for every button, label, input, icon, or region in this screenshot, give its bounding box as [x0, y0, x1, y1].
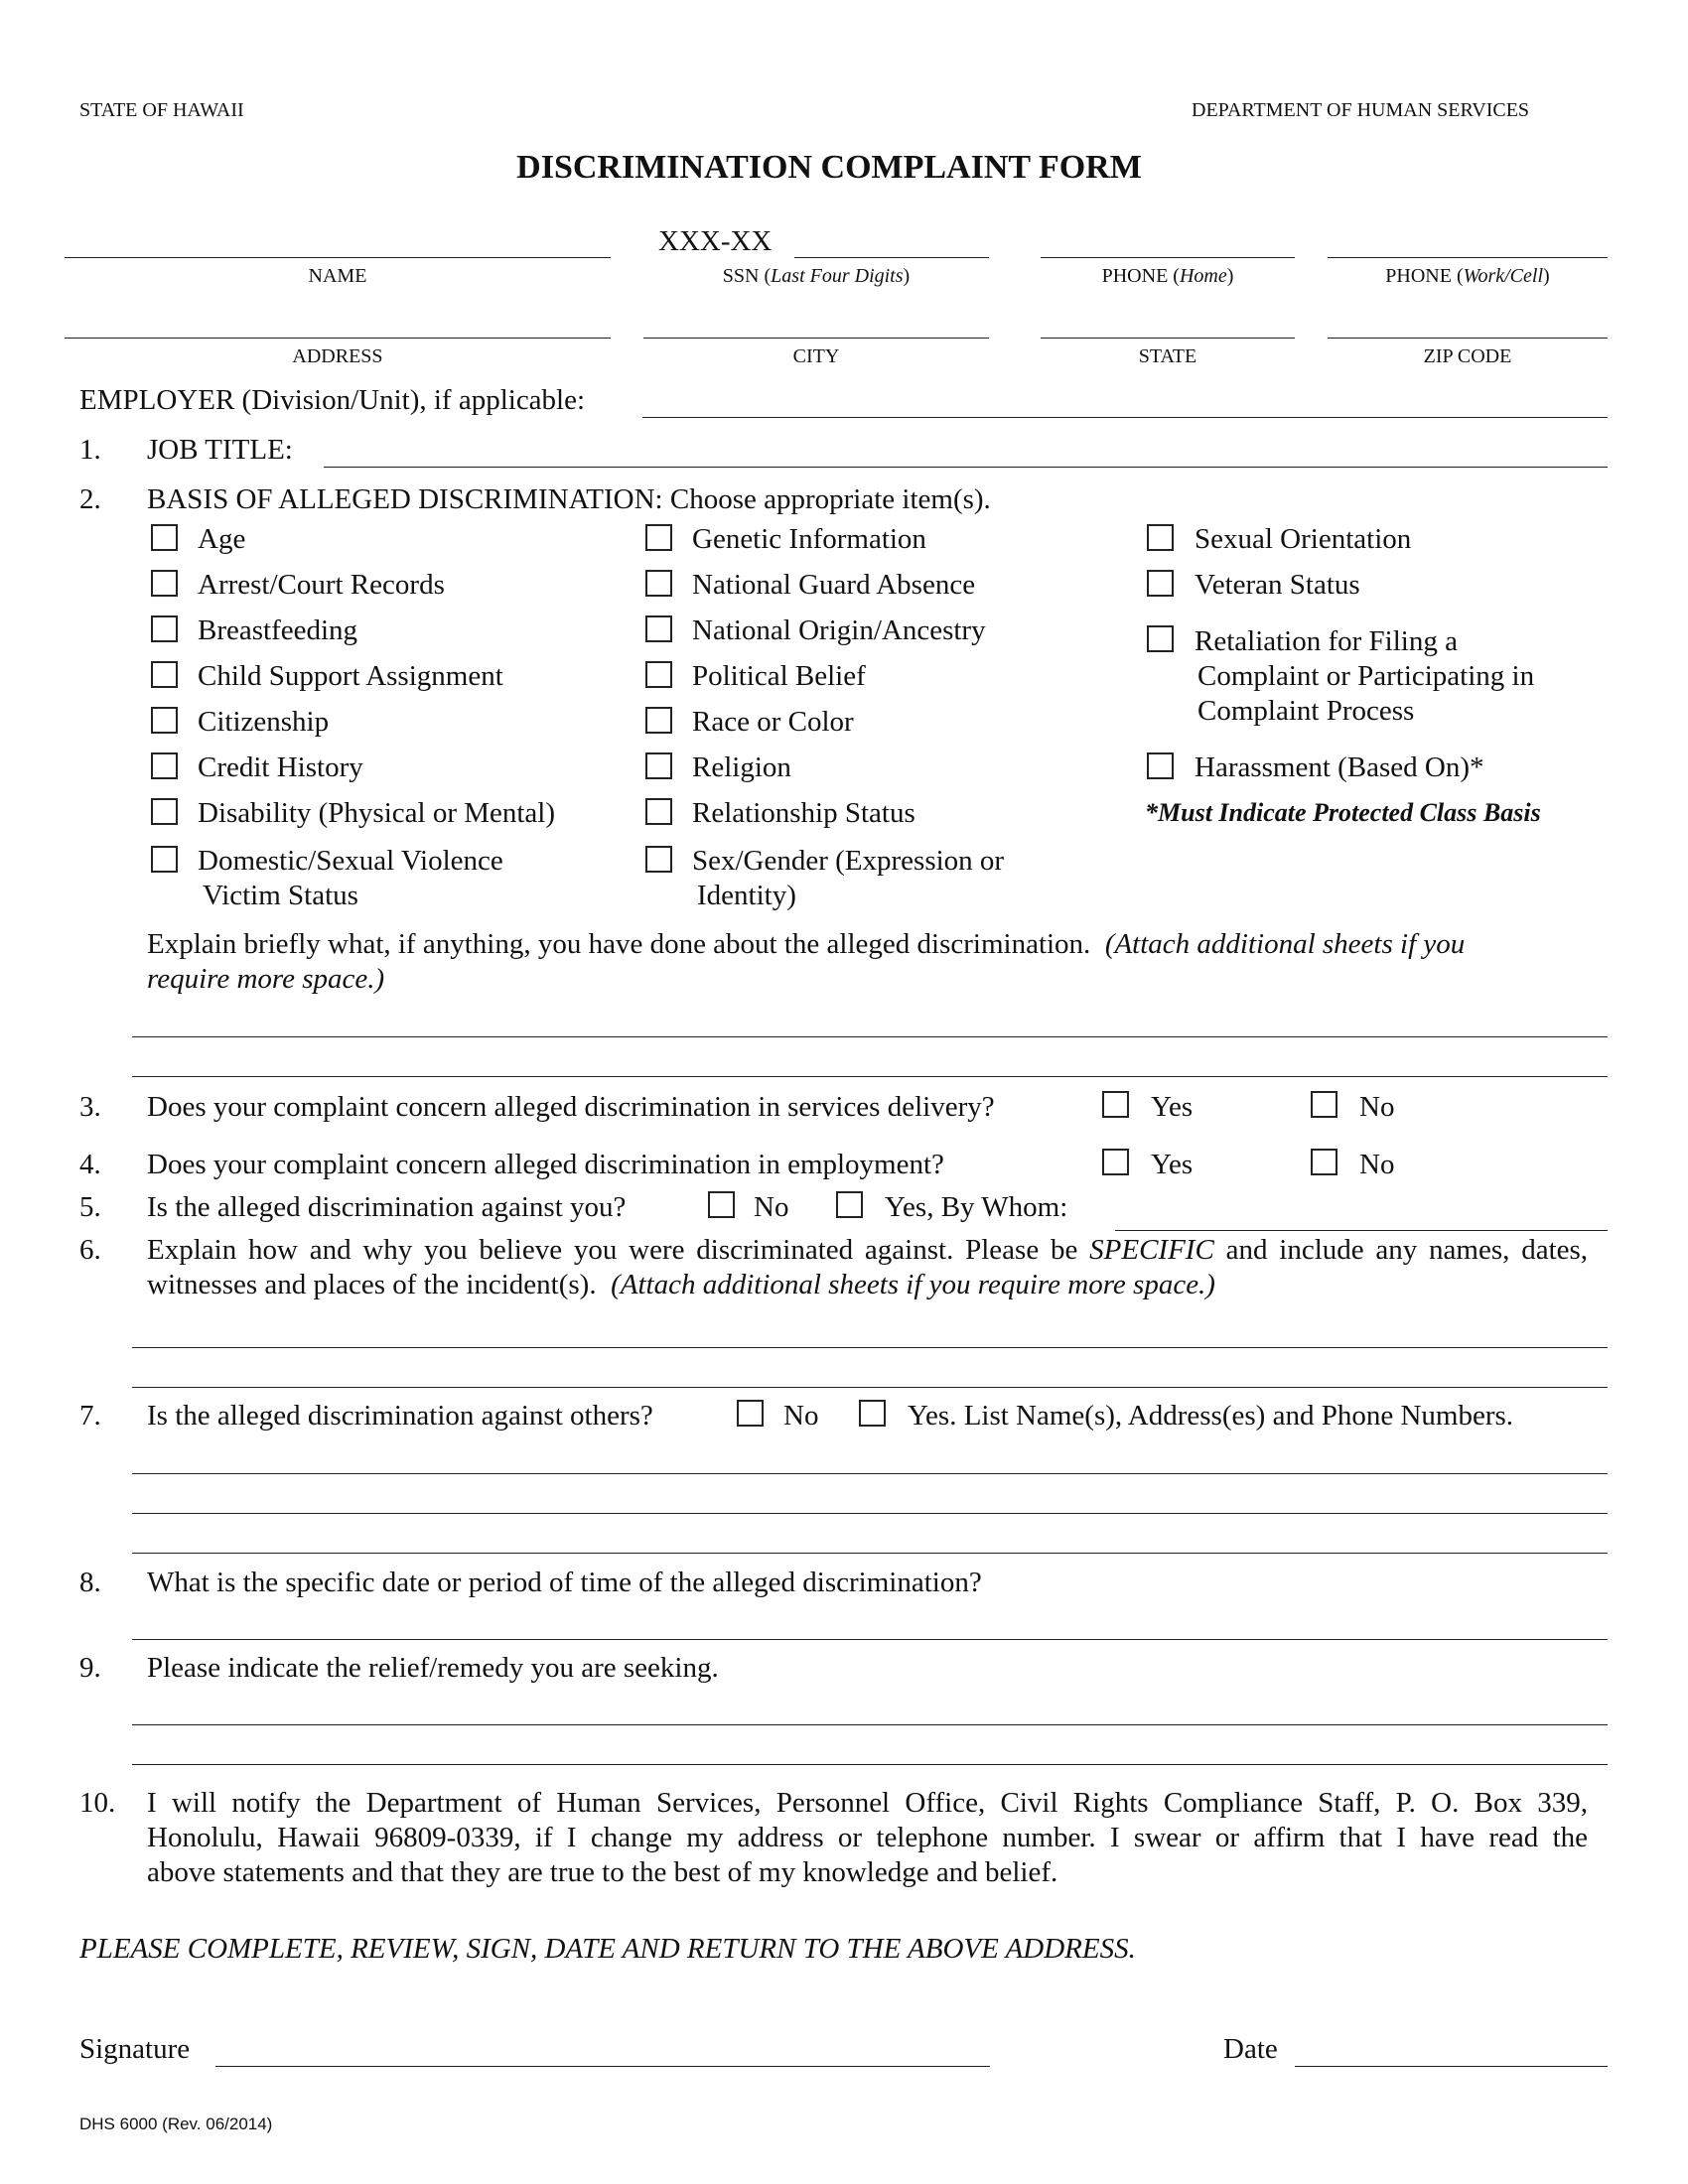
option-relationship-status: Relationship Status: [692, 797, 915, 829]
option-national-guard: National Guard Absence: [692, 569, 976, 601]
name-label: NAME: [308, 265, 367, 287]
checkbox-arrest-records[interactable]: [151, 570, 178, 597]
q5-number: 5.: [79, 1191, 101, 1223]
q10-number: 10.: [79, 1787, 116, 1819]
checkbox-relationship-status[interactable]: [645, 798, 672, 825]
q5-no-label: No: [754, 1191, 789, 1223]
q2-answer-line-2[interactable]: [132, 1076, 1608, 1077]
checkbox-domestic-violence[interactable]: [151, 846, 178, 873]
q10-line3: above statements and that they are true to the best of my knowledge and belief.: [147, 1856, 1058, 1888]
checkbox-citizenship[interactable]: [151, 707, 178, 734]
q9-number: 9.: [79, 1652, 101, 1684]
q2-number: 2.: [79, 483, 101, 515]
q9-answer-line-2[interactable]: [132, 1764, 1608, 1765]
checkbox-veteran-status[interactable]: [1147, 570, 1174, 597]
state-label: STATE: [1138, 345, 1197, 367]
q7-answer-line-1[interactable]: [132, 1473, 1608, 1474]
ssn-prefix: XXX-XX: [658, 225, 773, 257]
option-domestic-violence-cont: Victim Status: [203, 880, 358, 911]
q5-yes-checkbox[interactable]: [836, 1191, 863, 1218]
q10-line2: Honolulu, Hawaii 96809-0339, if I change my address or telephone number. I swear or affirm that I have read the: [147, 1822, 1588, 1853]
q6-number: 6.: [79, 1234, 101, 1266]
q7-yes-checkbox[interactable]: [859, 1400, 886, 1427]
checkbox-breastfeeding[interactable]: [151, 615, 178, 642]
q6-answer-line-2[interactable]: [132, 1387, 1608, 1388]
checkbox-sexual-orientation[interactable]: [1147, 524, 1174, 551]
q3-number: 3.: [79, 1091, 101, 1123]
city-field[interactable]: [643, 338, 989, 339]
q3-no-checkbox[interactable]: [1311, 1091, 1337, 1118]
q4-yes-checkbox[interactable]: [1102, 1149, 1129, 1175]
option-political-belief: Political Belief: [692, 660, 866, 692]
protected-class-note: *Must Indicate Protected Class Basis: [1145, 798, 1541, 827]
return-instruction: PLEASE COMPLETE, REVIEW, SIGN, DATE AND RETURN TO THE ABOVE ADDRESS.: [79, 1933, 1136, 1965]
checkbox-religion[interactable]: [645, 752, 672, 779]
option-sex-gender: Sex/Gender (Expression or: [692, 845, 1005, 877]
checkbox-retaliation[interactable]: [1147, 625, 1174, 652]
q7-yes-label: Yes. List Name(s), Address(es) and Phone Numbers.: [908, 1400, 1514, 1432]
option-harassment: Harassment (Based On)*: [1195, 751, 1484, 783]
checkbox-genetic-info[interactable]: [645, 524, 672, 551]
q4-no-checkbox[interactable]: [1311, 1149, 1337, 1175]
q4-number: 4.: [79, 1149, 101, 1180]
q7-number: 7.: [79, 1400, 101, 1432]
phone-home-label: PHONE (Home): [1101, 265, 1234, 287]
q5-by-whom-field[interactable]: [1115, 1230, 1608, 1231]
city-label: CITY: [792, 345, 840, 367]
q8-text: What is the specific date or period of time of the alleged discrimination?: [147, 1567, 982, 1598]
q2-explain-line1: Explain briefly what, if anything, you have done about the alleged discrimination. (Attach additional sheets if you: [147, 928, 1466, 960]
option-retaliation-cont1: Complaint or Participating in: [1197, 660, 1535, 692]
q9-text: Please indicate the relief/remedy you are seeking.: [147, 1652, 719, 1684]
signature-field[interactable]: [215, 2066, 990, 2067]
phone-home-field[interactable]: [1041, 257, 1295, 258]
checkbox-disability[interactable]: [151, 798, 178, 825]
q5-yes-label: Yes, By Whom:: [885, 1191, 1068, 1223]
q9-answer-line-1[interactable]: [132, 1724, 1608, 1725]
option-religion: Religion: [692, 751, 791, 783]
phone-work-field[interactable]: [1328, 257, 1608, 258]
address-field[interactable]: [65, 338, 611, 339]
zip-label: ZIP CODE: [1423, 345, 1512, 367]
q8-number: 8.: [79, 1567, 101, 1598]
q3-text: Does your complaint concern alleged discrimination in services delivery?: [147, 1091, 995, 1123]
option-retaliation: Retaliation for Filing a: [1195, 625, 1458, 657]
q1-number: 1.: [79, 434, 101, 466]
option-genetic-info: Genetic Information: [692, 523, 926, 555]
job-title-field[interactable]: [324, 467, 1608, 468]
q4-text: Does your complaint concern alleged discrimination in employment?: [147, 1149, 944, 1180]
q7-answer-line-2[interactable]: [132, 1513, 1608, 1514]
q5-no-checkbox[interactable]: [708, 1191, 735, 1218]
option-retaliation-cont2: Complaint Process: [1197, 695, 1415, 727]
option-disability: Disability (Physical or Mental): [198, 797, 556, 829]
q6-text: Explain how and why you believe you were discriminated against. Please be SPECIFIC and include any names, dates, witnesses and places of the incident(s). (Attach additional sheets if you require more space.): [147, 1234, 1589, 1300]
option-breastfeeding: Breastfeeding: [198, 614, 358, 646]
q10-line1: I will notify the Department of Human Services, Personnel Office, Civil Rights Compliance Staff, P. O. Box 339,: [147, 1787, 1588, 1819]
ssn-label: SSN (Last Four Digits): [722, 265, 911, 287]
option-race-color: Race or Color: [692, 706, 854, 738]
q4-no-label: No: [1359, 1149, 1395, 1180]
q7-answer-line-3[interactable]: [132, 1553, 1608, 1554]
q2-label: BASIS OF ALLEGED DISCRIMINATION: Choose appropriate item(s).: [147, 483, 991, 515]
option-sexual-orientation: Sexual Orientation: [1195, 523, 1412, 555]
checkbox-sex-gender[interactable]: [645, 846, 672, 873]
q5-text: Is the alleged discrimination against you?: [147, 1191, 627, 1223]
date-field[interactable]: [1295, 2066, 1608, 2067]
checkbox-race-color[interactable]: [645, 707, 672, 734]
option-citizenship: Citizenship: [198, 706, 330, 738]
q4-yes-label: Yes: [1151, 1149, 1194, 1180]
q3-no-label: No: [1359, 1091, 1395, 1123]
q8-answer-line[interactable]: [132, 1639, 1608, 1640]
option-credit-history: Credit History: [198, 751, 363, 783]
checkbox-child-support[interactable]: [151, 661, 178, 688]
option-child-support: Child Support Assignment: [198, 660, 503, 692]
zip-field[interactable]: [1328, 338, 1608, 339]
employer-field[interactable]: [642, 417, 1608, 418]
address-label: ADDRESS: [292, 345, 383, 367]
option-national-origin: National Origin/Ancestry: [692, 614, 986, 646]
option-veteran-status: Veteran Status: [1195, 569, 1360, 601]
option-arrest-records: Arrest/Court Records: [198, 569, 445, 601]
phone-work-label: PHONE (Work/Cell): [1385, 265, 1550, 287]
ssn-field[interactable]: [794, 257, 989, 258]
checkbox-political-belief[interactable]: [645, 661, 672, 688]
state-name: STATE OF HAWAII: [79, 99, 244, 121]
checkbox-harassment[interactable]: [1147, 752, 1174, 779]
name-field[interactable]: [65, 257, 611, 258]
q3-yes-checkbox[interactable]: [1102, 1091, 1129, 1118]
checkbox-national-origin[interactable]: [645, 615, 672, 642]
date-label: Date: [1223, 2033, 1278, 2065]
employer-label: EMPLOYER (Division/Unit), if applicable:: [79, 384, 586, 416]
q2-explain-line2: require more space.): [147, 963, 385, 995]
page-title: DISCRIMINATION COMPLAINT FORM: [516, 149, 1142, 186]
q1-label: JOB TITLE:: [147, 434, 293, 466]
q3-yes-label: Yes: [1151, 1091, 1194, 1123]
q7-no-label: No: [783, 1400, 819, 1432]
q6-answer-line-1[interactable]: [132, 1347, 1608, 1348]
option-sex-gender-cont: Identity): [697, 880, 796, 911]
form-id: DHS 6000 (Rev. 06/2014): [79, 2115, 273, 2133]
option-domestic-violence: Domestic/Sexual Violence: [198, 845, 503, 877]
q2-answer-line-1[interactable]: [132, 1036, 1608, 1037]
checkbox-age[interactable]: [151, 524, 178, 551]
option-age: Age: [198, 523, 246, 555]
state-field[interactable]: [1041, 338, 1295, 339]
checkbox-credit-history[interactable]: [151, 752, 178, 779]
department-name: DEPARTMENT OF HUMAN SERVICES: [1192, 99, 1530, 121]
checkbox-national-guard[interactable]: [645, 570, 672, 597]
signature-label: Signature: [79, 2033, 191, 2065]
q7-text: Is the alleged discrimination against others?: [147, 1400, 653, 1432]
q7-no-checkbox[interactable]: [737, 1400, 764, 1427]
